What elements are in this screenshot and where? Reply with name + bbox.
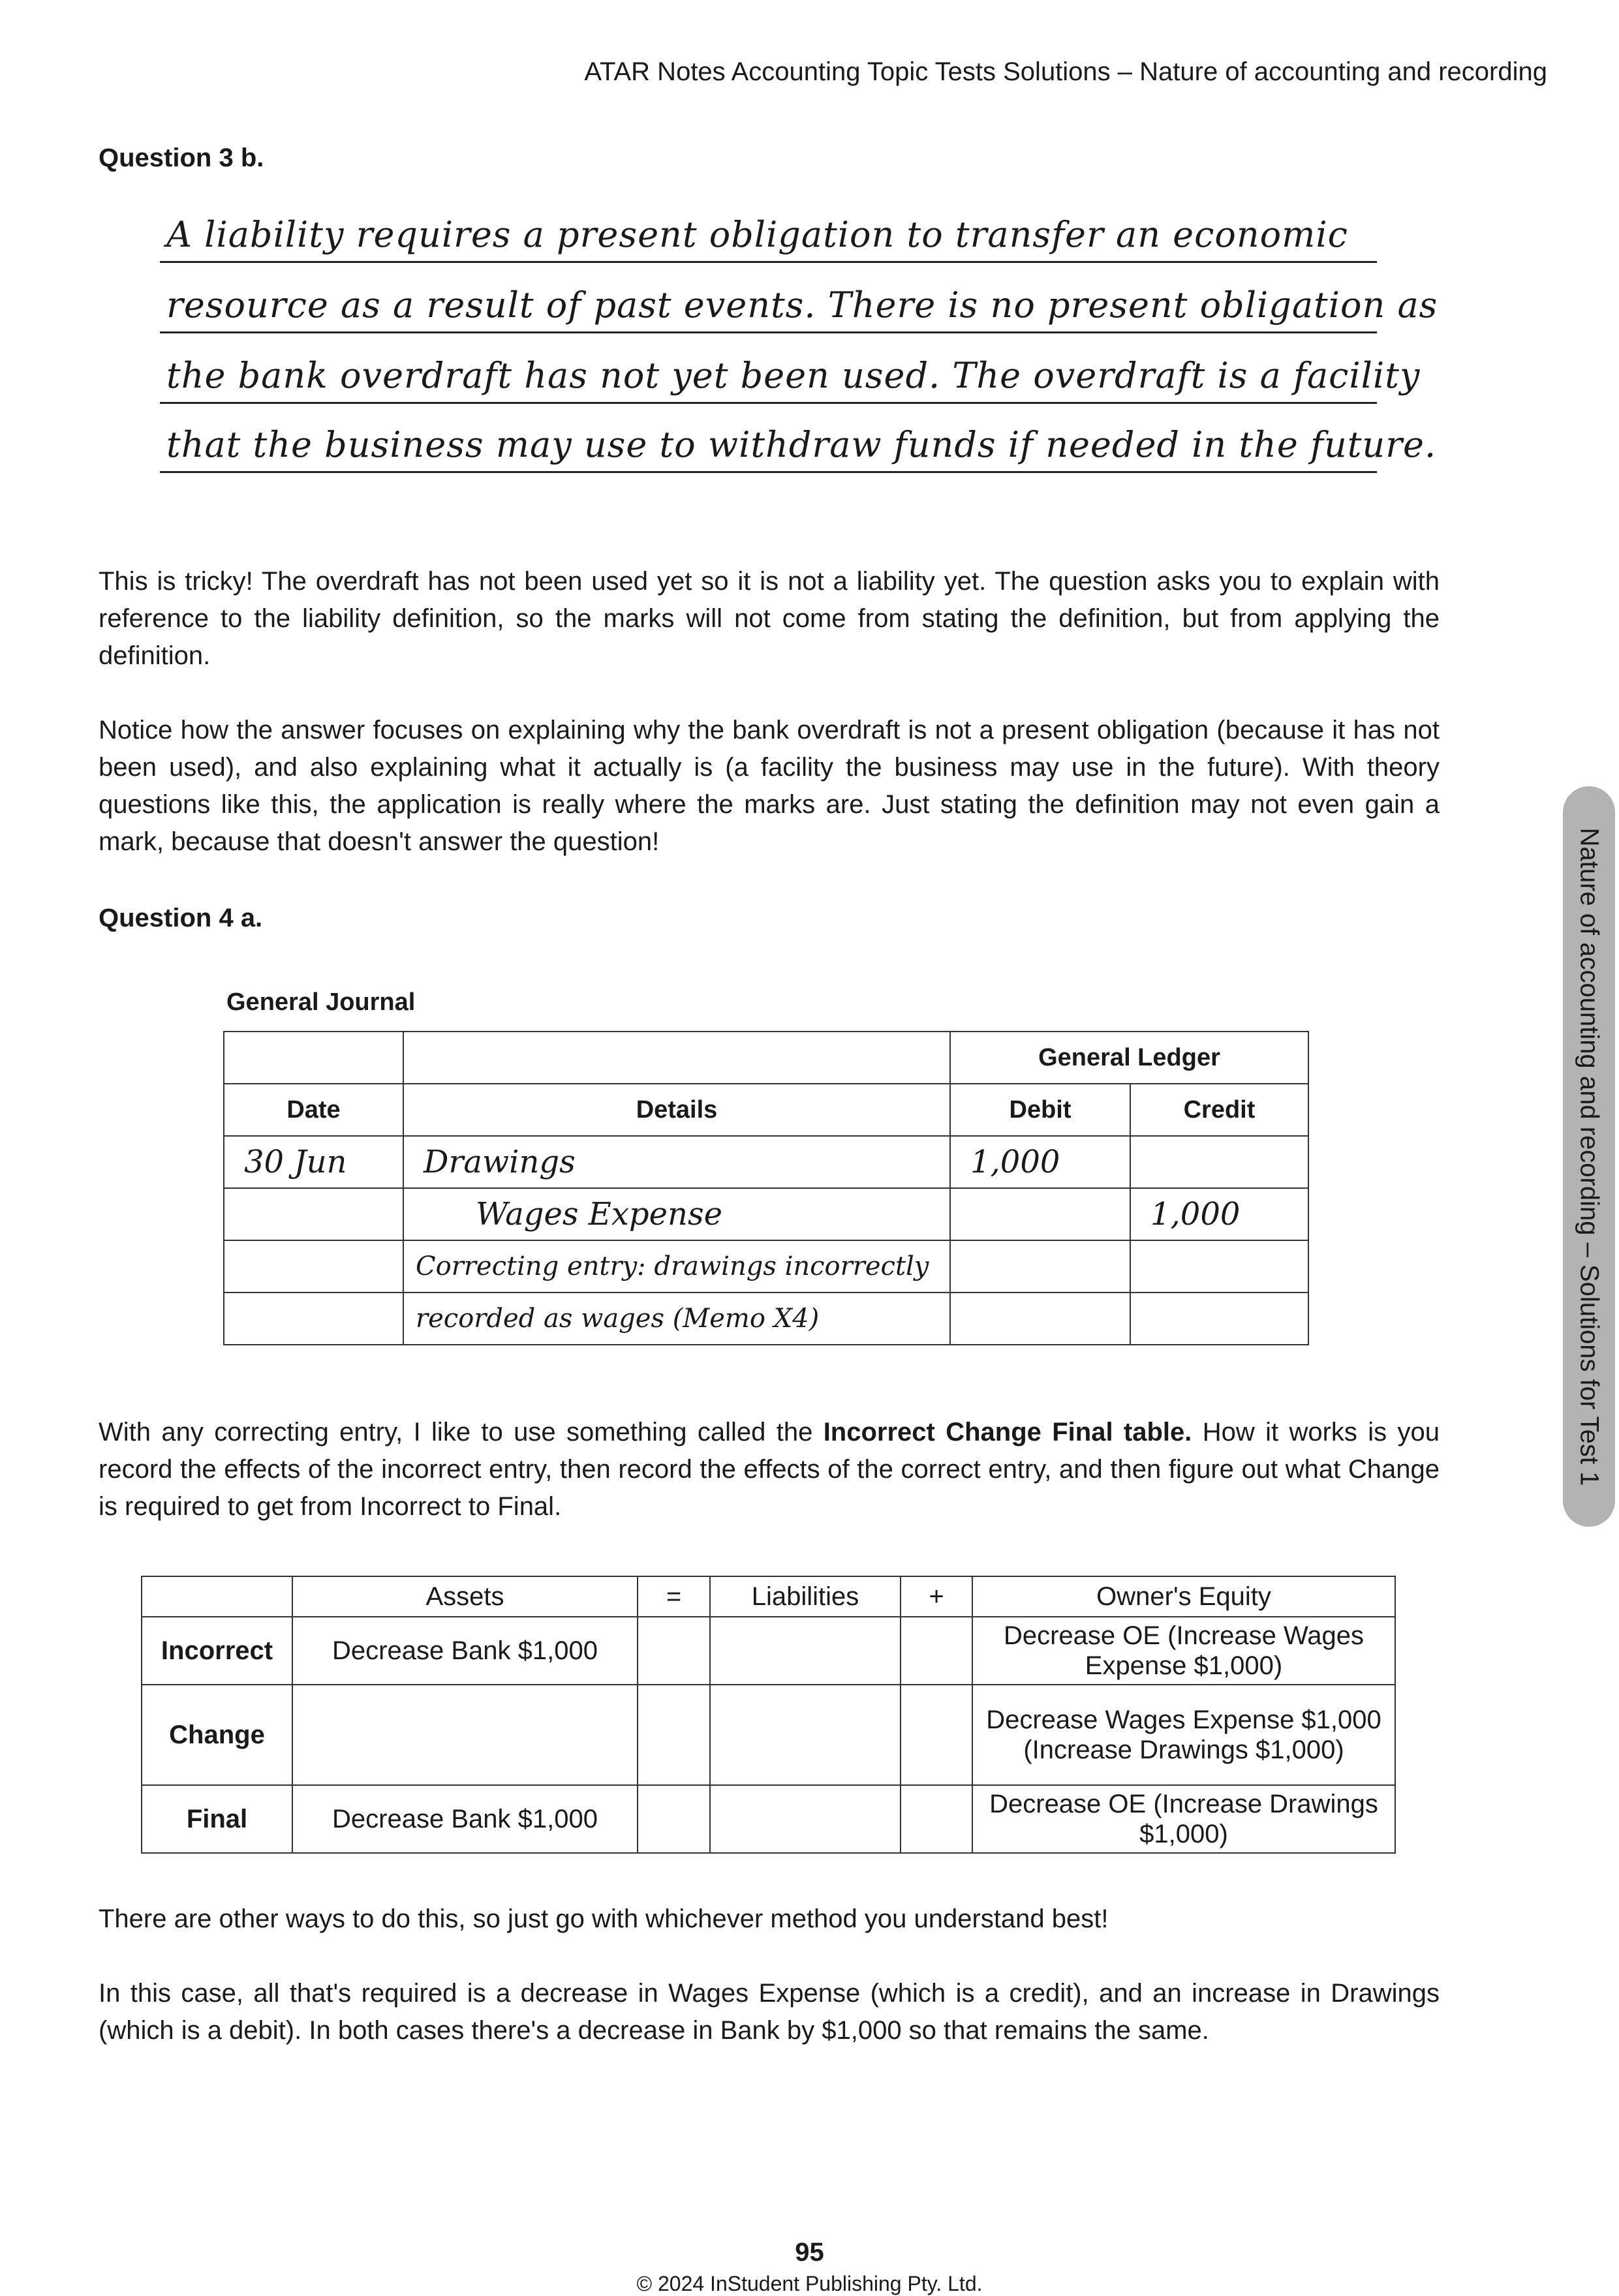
table-row xyxy=(224,1084,1308,1136)
paragraph-bold-text: Incorrect Change Final table. xyxy=(823,1418,1192,1446)
closing-paragraph: There are other ways to do this, so just go with whichever method you understand best! xyxy=(99,1905,1109,1933)
liabilities-cell xyxy=(710,1685,901,1785)
general-journal-title: General Journal xyxy=(226,988,416,1016)
table-row xyxy=(142,1576,1395,1617)
column-header-date: Date xyxy=(224,1084,403,1136)
paragraph-text: With any correcting entry, I like to use something called the xyxy=(99,1418,824,1446)
column-header-equals: = xyxy=(638,1576,710,1617)
column-header-debit: Debit xyxy=(950,1084,1130,1136)
explanation-paragraph: This is tricky! The overdraft has not been used yet so it is not a liability yet. The question asks you to explain with reference to the liability definition, so the marks will not come from stating the definition, but from applying the definition. xyxy=(99,567,1440,670)
question-4a-heading: Question 4 a. xyxy=(99,904,263,932)
row-label-change: Change xyxy=(142,1685,292,1785)
assets-cell xyxy=(292,1685,638,1785)
column-header-owners-equity: Owner's Equity xyxy=(972,1576,1395,1617)
entry-debit xyxy=(950,1293,1130,1345)
row-label-final: Final xyxy=(142,1785,292,1853)
side-tab-label: Nature of accounting and recording – Solutions for Test 1 xyxy=(1575,827,1604,1486)
general-journal-table xyxy=(223,1031,1309,1345)
liabilities-cell xyxy=(710,1617,901,1685)
entry-credit: 1,000 xyxy=(1130,1188,1308,1240)
liabilities-cell xyxy=(710,1785,901,1853)
handwritten-line: A liability requires a present obligation to transfer an economic xyxy=(166,214,1348,255)
page-number: 95 xyxy=(795,2238,824,2267)
explanation-paragraph: Notice how the answer focuses on explaining why the bank overdraft is not a present obligation (because it has not been used), and also explaining what it actually is (a facility the business may use in the future). With theory questions like this, the application is really where the marks are. Just stating the definition may not even gain a mark, because that doesn't answer the question! xyxy=(99,716,1440,856)
entry-details: recorded as wages (Memo X4) xyxy=(403,1293,950,1345)
equity-cell: Decrease OE (Increase Wages Expense $1,000) xyxy=(972,1617,1395,1685)
entry-credit xyxy=(1130,1136,1308,1188)
table-row xyxy=(142,1617,1395,1685)
question-3b-heading: Question 3 b. xyxy=(99,144,264,172)
table-row xyxy=(224,1240,1308,1293)
entry-date: 30 Jun xyxy=(224,1136,403,1188)
equity-cell: Decrease Wages Expense $1,000 (Increase Drawings $1,000) xyxy=(972,1685,1395,1785)
table-row xyxy=(142,1685,1395,1785)
incorrect-change-final-table xyxy=(141,1576,1396,1854)
entry-credit xyxy=(1130,1293,1308,1345)
correcting-entry-paragraph xyxy=(99,1414,1440,1525)
copyright-notice: © 2024 InStudent Publishing Pty. Ltd. xyxy=(636,2272,983,2295)
paragraph-text: How it works is you record the effects of the incorrect entry, then record the effects of the correct entry, and then figure out what Change is required to get from Incorrect to Final. xyxy=(99,1418,1440,1521)
table-row xyxy=(224,1188,1308,1240)
table-row xyxy=(224,1032,1308,1084)
table-row xyxy=(224,1136,1308,1188)
table-row xyxy=(224,1293,1308,1345)
table-row xyxy=(142,1785,1395,1853)
entry-credit xyxy=(1130,1240,1308,1293)
closing-paragraph: In this case, all that's required is a decrease in Wages Expense (which is a credit), and an increase in Drawings (which is a debit). In both cases there's a decrease in Bank by $1,000 so that remains the same. xyxy=(99,1979,1440,2045)
entry-debit: 1,000 xyxy=(950,1136,1130,1188)
equity-cell: Decrease OE (Increase Drawings $1,000) xyxy=(972,1785,1395,1853)
column-header-liabilities: Liabilities xyxy=(710,1576,901,1617)
assets-cell: Decrease Bank $1,000 xyxy=(292,1785,638,1853)
row-label-incorrect: Incorrect xyxy=(142,1617,292,1685)
running-header: ATAR Notes Accounting Topic Tests Solutions – Nature of accounting and recording xyxy=(584,57,1547,86)
entry-date xyxy=(224,1293,403,1345)
entry-details: Correcting entry: drawings incorrectly xyxy=(403,1240,950,1293)
entry-date xyxy=(224,1240,403,1293)
chapter-side-tab xyxy=(1563,786,1615,1527)
handwritten-line: resource as a result of past events. There is no present obligation as xyxy=(166,284,1438,326)
column-header-plus: + xyxy=(901,1576,972,1617)
entry-details: Wages Expense xyxy=(403,1188,950,1240)
entry-debit xyxy=(950,1188,1130,1240)
column-header-details: Details xyxy=(403,1084,950,1136)
assets-cell: Decrease Bank $1,000 xyxy=(292,1617,638,1685)
entry-debit xyxy=(950,1240,1130,1293)
column-header-assets: Assets xyxy=(292,1576,638,1617)
column-header-credit: Credit xyxy=(1130,1084,1308,1136)
handwritten-line: the bank overdraft has not yet been used. The overdraft is a facility xyxy=(166,355,1421,396)
handwritten-line: that the business may use to withdraw funds if needed in the future. xyxy=(166,424,1437,465)
general-ledger-header: General Ledger xyxy=(950,1032,1308,1084)
entry-details: Drawings xyxy=(403,1136,950,1188)
entry-date xyxy=(224,1188,403,1240)
